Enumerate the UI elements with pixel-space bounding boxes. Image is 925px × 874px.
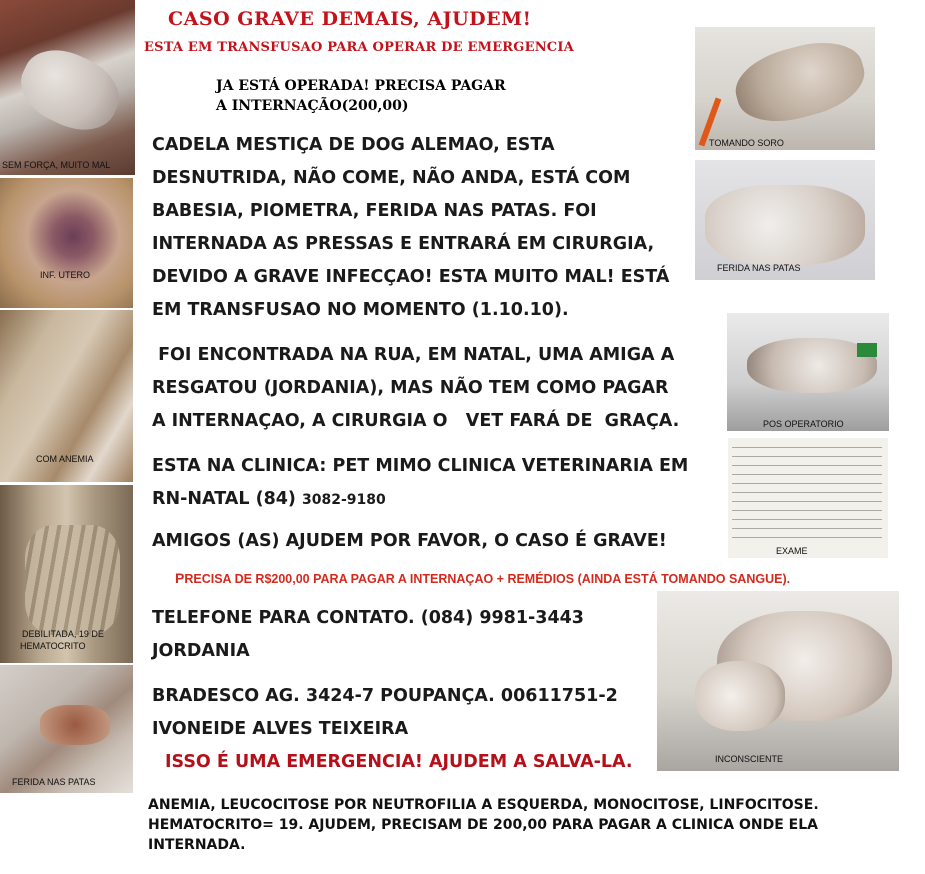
rescue-paragraph — [152, 339, 679, 438]
photo-iv-fluids — [695, 27, 875, 150]
tube-shape — [857, 343, 877, 357]
text-line: DEVIDO A GRAVE INFECÇAO! ESTA MUITO MAL! ESTÁ — [152, 267, 670, 287]
contact-info — [152, 602, 584, 668]
clinic-phone: 3082-9180 — [302, 492, 386, 508]
text-line: A INTERNAÇAO, A CIRURGIA O VET FARÁ DE GRAÇA. — [152, 411, 680, 431]
ribs-shape — [25, 525, 120, 635]
photo-caption: HEMATOCRITO — [20, 641, 86, 651]
photo-anemia — [0, 310, 133, 482]
photo-caption: FERIDA NAS PATAS — [717, 263, 801, 273]
text-line: EM TRANSFUSAO NO MOMENTO (1.10.10). — [152, 300, 569, 320]
text-line: INTERNADA AS PRESSAS E ENTRARÁ EM CIRURGIA, — [152, 234, 655, 254]
photo-paw-wounds-right — [695, 160, 875, 280]
note-text: RECISA DE R$200,00 PARA PAGAR A INTERNAÇAO + REMÉDIOS (AINDA ESTÁ TOMANDO SANGUE). — [184, 572, 791, 586]
photo-caption: SEM FORÇA, MUITO MAL — [2, 160, 111, 170]
text-line: INTERNADA. — [148, 837, 246, 853]
photo-debilitated — [0, 485, 133, 663]
description-paragraph — [152, 129, 669, 327]
dog-shape — [705, 185, 865, 265]
text-line: ANEMIA, LEUCOCITOSE POR NEUTROFILIA A ESQUERDA, MONOCITOSE, LINFOCITOSE. — [148, 797, 819, 813]
photo-caption: COM ANEMIA — [36, 454, 94, 464]
text-line: CADELA MESTIÇA DE DOG ALEMAO, ESTA — [152, 135, 555, 155]
text-line: BABESIA, PIOMETRA, FERIDA NAS PATAS. FOI — [152, 201, 597, 221]
photo-caption: TOMANDO SORO — [709, 138, 784, 148]
exam-text-lines — [732, 442, 882, 542]
photo-caption: INCONSCIENTE — [715, 754, 784, 764]
bank-info — [152, 680, 618, 746]
text-line: ESTA NA CLINICA: PET MIMO CLINICA VETERINARIA EM — [152, 456, 689, 476]
page-subtitle: ESTA EM TRANSFUSAO PARA OPERAR DE EMERGENCIA — [144, 40, 574, 55]
text-line — [152, 483, 688, 517]
photo-post-op — [727, 313, 889, 431]
photo-caption: POS OPERATORIO — [763, 419, 844, 429]
emergency-callout: ISSO É UMA EMERGENCIA! AJUDEM A SALVA-LA. — [165, 752, 633, 772]
photo-uterus-infection — [0, 178, 133, 308]
text-line: DESNUTRIDA, NÃO COME, NÃO ANDA, ESTÁ COM — [152, 168, 631, 188]
update-line: A INTERNAÇÃO(200,00) — [216, 98, 409, 114]
text-line: FOI ENCONTRADA NA RUA, EM NATAL, UMA AMIGA A — [152, 345, 675, 365]
photo-caption: FERIDA NAS PATAS — [12, 777, 96, 787]
photo-caption: INF. UTERO — [40, 270, 91, 280]
text-line: TELEFONE PARA CONTATO. (084) 9981-3443 — [152, 608, 584, 628]
dog-shape — [10, 37, 130, 143]
text-line: HEMATOCRITO= 19. AJUDEM, PRECISAM DE 200,00 PARA PAGAR A CLINICA ONDE ELA — [148, 817, 819, 833]
paw-shape — [40, 705, 110, 745]
note-initial: P — [175, 570, 185, 586]
text-line: IVONEIDE ALVES TEIXEIRA — [152, 719, 409, 739]
dog-head — [695, 661, 785, 731]
photo-caption: DEBILITADA, 19 DE — [22, 629, 104, 639]
photo-paw-wound — [0, 665, 133, 793]
text-line: BRADESCO AG. 3424-7 POUPANÇA. 00611751-2 — [152, 686, 618, 706]
photo-caption: EXAME — [776, 546, 808, 556]
payment-note — [175, 570, 790, 586]
clinic-label: RN-NATAL (84) — [152, 489, 303, 509]
dog-shape — [728, 31, 872, 132]
clinic-info — [152, 450, 688, 517]
text-line: RESGATOU (JORDANIA), MAS NÃO TEM COMO PAGAR — [152, 378, 669, 398]
appeal-text: AMIGOS (AS) AJUDEM POR FAVOR, O CASO É GRAVE! — [152, 531, 667, 551]
page-title: CASO GRAVE DEMAIS, AJUDEM! — [168, 8, 532, 30]
photo-unconscious — [657, 591, 899, 771]
photo-lab-exam — [728, 438, 888, 558]
update-notice — [216, 76, 506, 116]
diagnosis-footer — [148, 795, 819, 855]
text-line: JORDANIA — [152, 641, 250, 661]
update-line: JA ESTÁ OPERADA! PRECISA PAGAR — [216, 78, 506, 94]
photo-weak-dog — [0, 0, 135, 175]
